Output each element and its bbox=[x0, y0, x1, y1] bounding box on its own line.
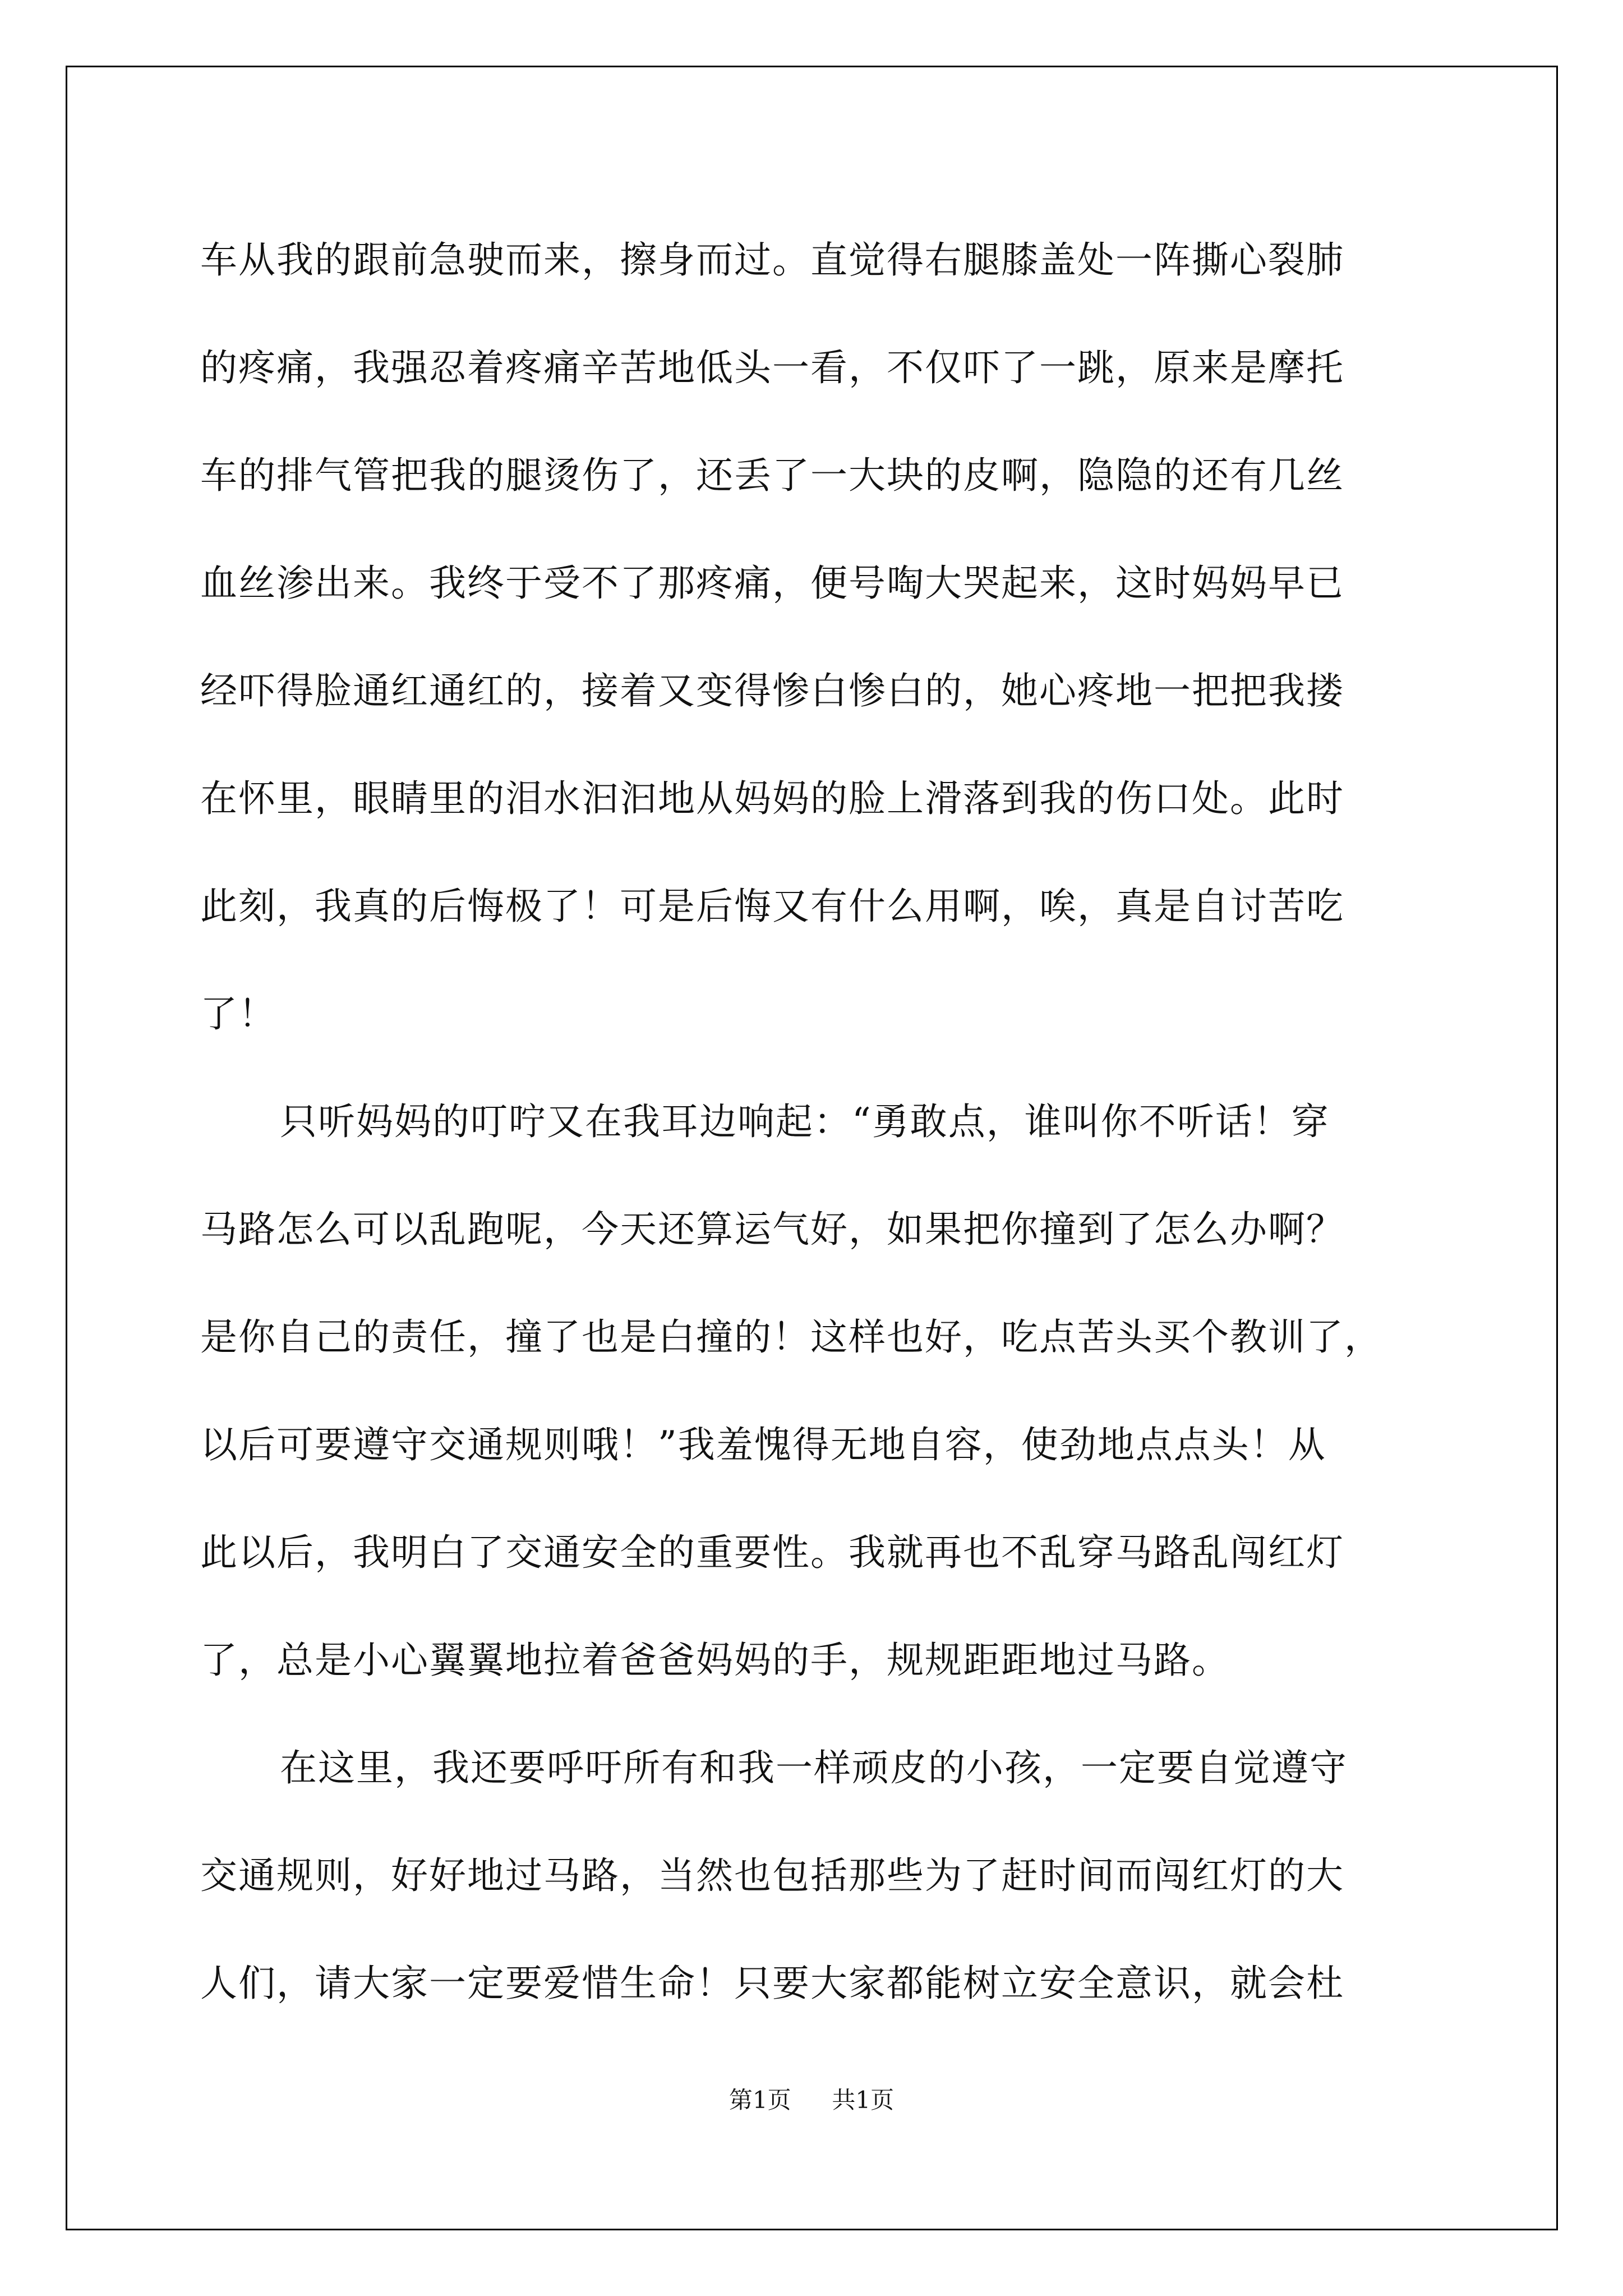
text-line: 只听妈妈的叮咛又在我耳边响起：“勇敢点，谁叫你不听话！穿 bbox=[280, 1100, 1330, 1143]
page-footer bbox=[0, 2082, 1623, 2115]
text-line: 马路怎么可以乱跑呢，今天还算运气好，如果把你撞到了怎么办啊？ bbox=[200, 1208, 1344, 1251]
text-line: 此以后，我明白了交通安全的重要性。我就再也不乱穿马路乱闯红灯 bbox=[200, 1531, 1344, 1574]
text-line: 车的排气管把我的腿烫伤了，还丢了一大块的皮啊，隐隐的还有几丝 bbox=[200, 454, 1344, 497]
text-line: 了！ bbox=[200, 992, 276, 1036]
text-line: 在怀里，眼睛里的泪水汩汩地从妈妈的脸上滑落到我的伤口处。此时 bbox=[200, 777, 1344, 820]
text-line: 以后可要遵守交通规则哦！”我羞愧得无地自容，使劲地点点头！从 bbox=[200, 1423, 1326, 1466]
text-line: 车从我的跟前急驶而来，擦身而过。直觉得右腿膝盖处一阵撕心裂肺 bbox=[200, 238, 1344, 282]
document-body bbox=[200, 206, 1432, 2037]
page-number: 第1页 bbox=[728, 2086, 791, 2114]
text-line: 了，总是小心翼翼地拉着爸爸妈妈的手，规规距距地过马路。 bbox=[200, 1639, 1230, 1682]
text-line: 在这里，我还要呼吁所有和我一样顽皮的小孩，一定要自觉遵守 bbox=[280, 1746, 1348, 1789]
text-line: 的疼痛，我强忍着疼痛辛苦地低头一看，不仅吓了一跳，原来是摩托 bbox=[200, 346, 1344, 389]
page-total: 共1页 bbox=[832, 2086, 895, 2114]
text-line: 此刻，我真的后悔极了！可是后悔又有什么用啊，唉，真是自讨苦吃 bbox=[200, 885, 1344, 928]
text-line: 是你自己的责任，撞了也是白撞的！这样也好，吃点苦头买个教训了， bbox=[200, 1315, 1382, 1359]
text-line: 经吓得脸通红通红的，接着又变得惨白惨白的，她心疼地一把把我搂 bbox=[200, 669, 1344, 712]
text-line: 交通规则，好好地过马路，当然也包括那些为了赶时间而闯红灯的大 bbox=[200, 1854, 1344, 1897]
text-line: 血丝渗出来。我终于受不了那疼痛，便号啕大哭起来，这时妈妈早已 bbox=[200, 562, 1344, 605]
text-line: 人们，请大家一定要爱惜生命！只要大家都能树立安全意识，就会杜 bbox=[200, 1962, 1344, 2005]
